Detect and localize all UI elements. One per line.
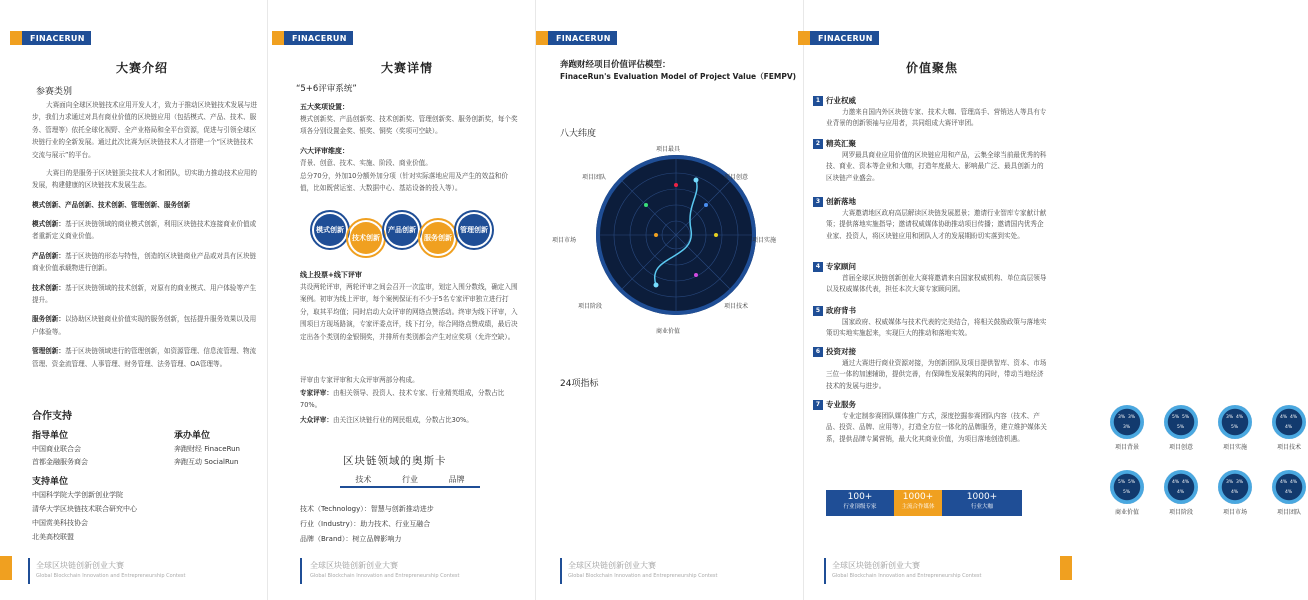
oscar-line: 行业（Industry）：助力技术、行业互融合 bbox=[300, 520, 431, 528]
category-item: 模式创新：基于区块链领域的商业模式创新，利用区块链技术连接商业价值或者重新定义商业价值。 bbox=[32, 220, 257, 241]
indicator-percent: 5% bbox=[1128, 480, 1136, 485]
value-item-desc: 通过大赛进行商业资源对接，为创新团队及项目提供智库、资本、市场三位一体的加速辅助，提供完善，有保障性发展架构的同时，带动当地经济技术的发展与进步。 bbox=[826, 359, 1047, 390]
indicator-percent: 5% bbox=[1123, 490, 1131, 495]
indicator-percent: 3% bbox=[1236, 480, 1244, 485]
category-circle: 管理创新 bbox=[454, 210, 494, 250]
indicator-ring bbox=[1218, 405, 1252, 439]
value-item-number: 6 bbox=[813, 347, 823, 357]
indicator-item bbox=[1162, 470, 1200, 516]
awards-text: 模式创新奖、产品创新奖、技术创新奖、管理创新奖、服务创新奖，每个奖项各分别设置金奖、银奖、铜奖（奖项可空缺）。 bbox=[300, 115, 518, 136]
indicator-percent: 4% bbox=[1285, 490, 1293, 495]
indicator-label: 项目阶段 bbox=[1168, 509, 1193, 516]
host-unit: 奔跑互动 SocialRun bbox=[174, 458, 239, 466]
indicator-percent: 5% bbox=[1172, 415, 1180, 420]
indicator-ring bbox=[1218, 470, 1252, 504]
footer-title: 全球区块链创新创业大赛 bbox=[832, 561, 920, 570]
footer-title: 全球区块链创新创业大赛 bbox=[310, 561, 398, 570]
score-text: 总分70分，外加10分额外加分项（针对实际落地应用及产生的效益和价值，比如既营运室、大数据中心、基站设备的投入等）。 bbox=[300, 172, 508, 193]
indicator-percent: 3% bbox=[1226, 480, 1234, 485]
category-circles bbox=[310, 210, 510, 258]
radar-label: 项目实施 bbox=[752, 237, 777, 244]
indicator-item bbox=[1216, 470, 1254, 516]
radar-label: 项目团队 bbox=[582, 174, 607, 181]
value-item-desc: 专业定制参赛团队媒体推广方式，深度挖掘参赛团队内容（技术、产品、投资、品牌、应用等），打造全方位一体化的品牌服务，建立维护媒体关系，提供品牌专属营销，最大化其商业价值，为项目落地创造机遇。 bbox=[826, 412, 1047, 443]
indicator-percent: 4% bbox=[1290, 480, 1298, 485]
indicator-percent: 5% bbox=[1182, 415, 1190, 420]
dimensions-text: 背景、创意、技术、实施、阶段、商业价值。 bbox=[300, 159, 432, 167]
footer bbox=[804, 556, 1072, 586]
host-unit: 奔跑财经 FinaceRun bbox=[174, 445, 240, 453]
category-heading: 参赛类别 bbox=[36, 87, 73, 97]
indicator-ring bbox=[1164, 405, 1198, 439]
value-item-number: 4 bbox=[813, 262, 823, 272]
footer-subtitle: Global Blockchain Innovation and Entrepreneurship Contest bbox=[36, 573, 186, 579]
brand-tag: FINACERUN bbox=[548, 31, 617, 45]
category-circle: 模式创新 bbox=[310, 210, 350, 250]
support-heading: 支持单位 bbox=[32, 477, 69, 487]
category-circle: 技术创新 bbox=[346, 218, 386, 258]
host-heading: 承办单位 bbox=[174, 431, 211, 441]
value-item-title: 精英汇聚 bbox=[826, 139, 856, 148]
indicator-label: 项目团队 bbox=[1276, 509, 1301, 516]
oscar-line: 品牌（Brand）：树立品牌影响力 bbox=[300, 535, 402, 543]
oscar-line: 技术（Technology）：智慧与创新推动进步 bbox=[300, 505, 434, 513]
detail-panel bbox=[268, 0, 536, 600]
value-item-number: 5 bbox=[813, 306, 823, 316]
footer bbox=[268, 556, 536, 586]
support-unit: 中国科学院大学创新创业学院 bbox=[32, 491, 123, 499]
intro-panel bbox=[0, 0, 268, 600]
guide-unit: 中国商业联合会 bbox=[32, 445, 81, 453]
value-item-number: 7 bbox=[813, 400, 823, 410]
eight-dimensions-heading: 八大纬度 bbox=[560, 129, 597, 139]
indicator-ring bbox=[1272, 405, 1306, 439]
indicator-ring bbox=[1110, 405, 1144, 439]
footer bbox=[0, 556, 268, 586]
indicator-percent: 5% bbox=[1231, 425, 1239, 430]
indicator-percent: 4% bbox=[1280, 415, 1288, 420]
indicator-percent: 4% bbox=[1231, 490, 1239, 495]
indicator-item bbox=[1108, 405, 1146, 451]
indicator-percent: 4% bbox=[1280, 480, 1288, 485]
value-title: 价值聚焦 bbox=[906, 61, 959, 75]
intro-title: 大赛介绍 bbox=[116, 61, 169, 75]
vote-heading: 线上投票+线下评审 bbox=[300, 271, 362, 279]
indicator-percent: 4% bbox=[1172, 480, 1180, 485]
stat-media: 1000+ 主流合作媒体 bbox=[894, 490, 942, 516]
category-circle: 产品创新 bbox=[382, 210, 422, 250]
indicator-label: 项目技术 bbox=[1276, 444, 1301, 451]
indicator-percent: 3% bbox=[1128, 415, 1136, 420]
cooperation-heading: 合作支持 bbox=[32, 411, 72, 422]
oscar-title: 区块链领域的奥斯卡 bbox=[343, 455, 447, 467]
review-system-label: “5+6评审系统” bbox=[296, 84, 357, 94]
indicator-item bbox=[1108, 470, 1146, 516]
radar-label: 项目技术 bbox=[724, 303, 749, 310]
stat-vips: 1000+ 行业大咖 bbox=[942, 490, 1022, 516]
stat-experts: 100+ 行业顶级专家 bbox=[826, 490, 894, 516]
guide-unit: 首都金融服务商会 bbox=[32, 458, 88, 466]
indicator-percent: 4% bbox=[1290, 415, 1298, 420]
value-item-title: 投资对接 bbox=[826, 347, 856, 356]
category-item: 管理创新：基于区块链领域进行的管理创新，如资源管理、信息流管理、物流管理、资金流管理、人事管理、财务管理、法务管理、OA管理等。 bbox=[32, 347, 257, 368]
brand-tag: FINACERUN bbox=[284, 31, 353, 45]
footer-subtitle: Global Blockchain Innovation and Entrepreneurship Contest bbox=[568, 573, 718, 579]
brand-tag: FINACERUN bbox=[22, 31, 91, 45]
intro-paragraph-2: 大赛目的是服务于区块链顶尖技术人才和团队，切实助力推动技术应用的发展，构建健康的区块链技术发展生态。 bbox=[32, 169, 257, 190]
expert-review: 专家评审：由相关领导、投资人、技术专家、行业精英组成，分数占比70%。 bbox=[300, 389, 505, 410]
indicator-percent: 3% bbox=[1118, 415, 1126, 420]
value-item-title: 行业权威 bbox=[826, 96, 856, 105]
value-item-desc: 首届全球区块链创新创业大赛将邀请来自国家权威机构、单位高层领导以及权威媒体代表，担任本次大赛专家顾问团。 bbox=[826, 274, 1047, 294]
radar-label: 商业价值 bbox=[656, 328, 681, 335]
vote-text: 共设两轮评审，两轮评审之间会召开一次监审，划定入围分数线，确定入围案例。初审为线上评审，每个案例保证有不少于5名专家评审独立进行打分，取其平均值；同时启动大众评审的网络点赞活动。终审为线下评审，入围项目方现场路演，专家评委点评，线下打分，综合网络点赞成绩，最后决定出各个类别的金银铜奖，并排所有类别都会产生对应奖项（允许空缺）。 bbox=[300, 283, 518, 341]
category-item: 产品创新：基于区块链的形态与特性，创造的区块链商业产品或对具有区块链商业价值承载物进行创新。 bbox=[32, 251, 257, 273]
indicator-label: 项目背景 bbox=[1114, 444, 1139, 451]
indicator-percent: 4% bbox=[1182, 480, 1190, 485]
radar-label: 项目阶段 bbox=[578, 303, 603, 310]
category-item: 服务创新：以协助区块链商业价值实现的服务创新，包括提升服务效果以及用户体验等。 bbox=[32, 315, 257, 336]
value-item-title: 创新落地 bbox=[826, 197, 856, 206]
support-unit: 中国赏美科技协会 bbox=[32, 519, 88, 527]
oscar-tabs bbox=[340, 474, 480, 488]
value-item-number: 3 bbox=[813, 197, 823, 207]
value-item-number: 2 bbox=[813, 139, 823, 149]
indicator-ring bbox=[1272, 470, 1306, 504]
dimensions-heading: 六大评审维度： bbox=[300, 147, 349, 155]
indicator-item bbox=[1270, 470, 1308, 516]
oscar-tab: 品牌 bbox=[448, 475, 465, 484]
footer bbox=[536, 556, 804, 586]
indicator-ring bbox=[1164, 470, 1198, 504]
indicator-item bbox=[1216, 405, 1254, 451]
value-item-number: 1 bbox=[813, 96, 823, 106]
footer-title: 全球区块链创新创业大赛 bbox=[36, 561, 124, 570]
support-unit: 北美高校联盟 bbox=[32, 533, 74, 541]
indicator-item bbox=[1270, 405, 1308, 451]
radar-label: 项目市场 bbox=[552, 237, 577, 244]
value-item-desc: 力邀来自国内外区块链专家、技术大咖、管理高手、营销达人等具有专业背景的创新领袖与应用者，共同组成大赛评审团。 bbox=[826, 108, 1047, 128]
category-list-line: 模式创新、产品创新、技术创新、管理创新、服务创新 bbox=[32, 201, 191, 209]
guide-heading: 指导单位 bbox=[32, 431, 69, 441]
indicator-label: 项目创意 bbox=[1168, 444, 1193, 451]
category-definitions bbox=[32, 218, 257, 370]
indicator-percent: 5% bbox=[1118, 480, 1126, 485]
intro-paragraph-1: 大赛面向全球区块链技术应用开发人才，致力于推动区块链技术发展与进步，我们力求通过对具有商业价值的区块链应用（包括模式、产品、技术、服务、管理等）依托全球化视野、全产业格局和全平台资源，促进与引领全球区块链行业的全新发展。通过此次比赛为区块链技术人才搭建一个“区块链技术交流与展示”的平台。 bbox=[32, 101, 257, 159]
indicator-percent: 4% bbox=[1177, 490, 1185, 495]
indicator-label: 商业价值 bbox=[1114, 509, 1139, 516]
model-title-en: FinaceRun's Evaluation Model of Project Value（FEMPV) bbox=[560, 72, 797, 81]
support-unit: 清华大学区块链技术联合研究中心 bbox=[32, 505, 137, 513]
footer-title: 全球区块链创新创业大赛 bbox=[568, 561, 656, 570]
composition-text: 评审由专家评审和大众评审两部分构成。 bbox=[300, 376, 419, 384]
oscar-tab: 行业 bbox=[401, 475, 418, 484]
indicator-percent: 4% bbox=[1285, 425, 1293, 430]
indicator-percent: 4% bbox=[1236, 415, 1244, 420]
awards-heading: 五大奖项设置： bbox=[300, 103, 349, 111]
radar-label: 项目创意 bbox=[724, 174, 749, 181]
value-item-desc: 国家政府、权威媒体与技术代表的完美结合，将相关鼓励政策与落地实策切实地实施起来，实现巨大的推动和落地实效。 bbox=[826, 318, 1047, 338]
brand-tag: FINACERUN bbox=[810, 31, 879, 45]
category-circle: 服务创新 bbox=[418, 218, 458, 258]
radar-label: 项目最具 bbox=[656, 146, 681, 153]
indicator-percent: 3% bbox=[1123, 425, 1131, 430]
indicator-label: 项目实施 bbox=[1222, 444, 1247, 451]
category-item: 技术创新：基于区块链领域的技术创新，对原有的商业模式、用户体验等产生提升。 bbox=[32, 283, 257, 305]
oscar-tab: 技术 bbox=[355, 475, 372, 484]
value-item-title: 专家顾问 bbox=[826, 262, 856, 271]
indicator-percent: 5% bbox=[1177, 425, 1185, 430]
indicator-percent: 3% bbox=[1226, 415, 1234, 420]
model-title-cn: 奔跑财经项目价值评估模型： bbox=[560, 60, 671, 70]
value-item-title: 政府背书 bbox=[826, 306, 856, 315]
indicator-label: 项目市场 bbox=[1222, 509, 1247, 516]
indicator-ring bbox=[1110, 470, 1144, 504]
indicators-heading: 24项指标 bbox=[560, 379, 599, 389]
value-item-desc: 大赛邀请地区政府高层解读区块链发展愿景；邀请行业智库专家献计献策；提供落地实施指导；邀请权威媒体协助推动项目传播；邀请国内优秀企业家、投资人，将区块链应用和团队人才的发展期盼切实落到实处。 bbox=[826, 209, 1047, 240]
indicator-item bbox=[1162, 405, 1200, 451]
value-item-desc: 网罗最具商业应用价值的区块链应用和产品，云集全球当前最优秀的科技、商业、资本等企业和大咖，打造年度最大、影响最广泛、最具创新力的区块链产业盛会。 bbox=[826, 151, 1047, 182]
value-item-title: 专业服务 bbox=[826, 400, 856, 409]
detail-title: 大赛详情 bbox=[381, 61, 434, 75]
public-review: 大众评审：由关注区块链行业的网民组成，分数占比30%。 bbox=[300, 416, 473, 424]
footer-subtitle: Global Blockchain Innovation and Entrepreneurship Contest bbox=[832, 573, 982, 579]
footer-subtitle: Global Blockchain Innovation and Entrepreneurship Contest bbox=[310, 573, 460, 579]
